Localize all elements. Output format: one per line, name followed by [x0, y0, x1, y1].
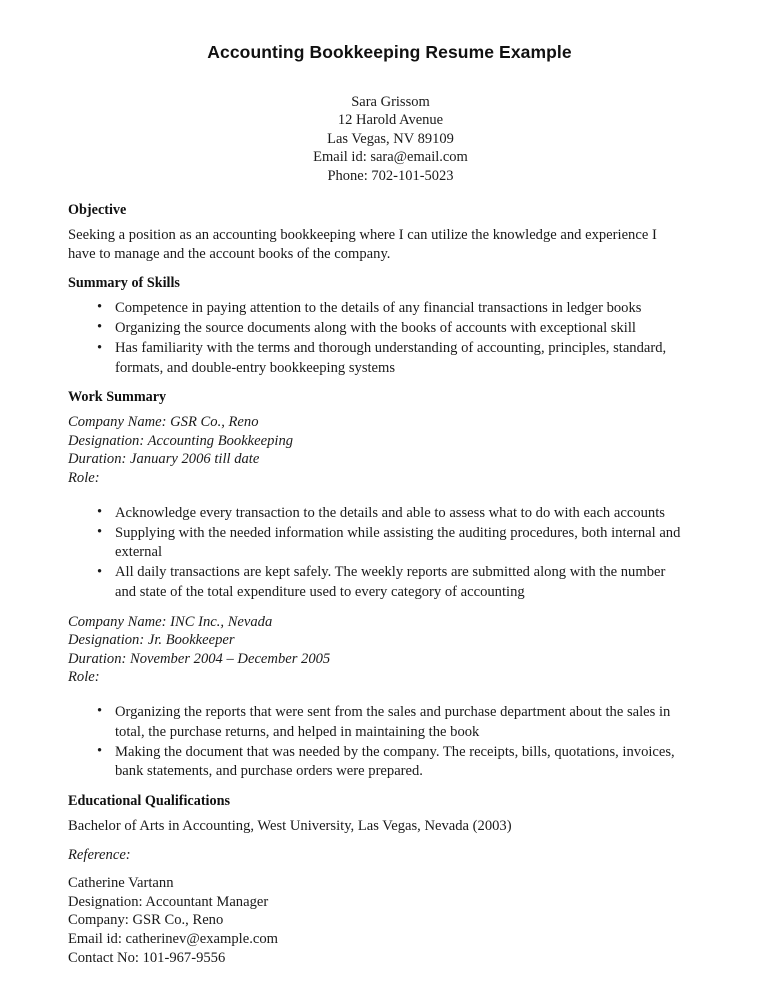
job-role-label: Role:: [68, 470, 100, 486]
contact-block: [68, 93, 683, 185]
candidate-name: Sara Grissom: [351, 94, 430, 110]
candidate-city-state-zip: Las Vegas, NV 89109: [327, 130, 454, 147]
bullet-icon: •: [97, 339, 103, 356]
candidate-email: Email id: sara@email.com: [313, 149, 468, 166]
list-item: [68, 504, 683, 524]
list-item-text: Organizing the source documents along with the books of accounts with exceptional skill: [115, 319, 636, 336]
section-heading-summary-of-skills: Summary of Skills: [68, 274, 180, 291]
job-company: Company Name: INC Inc., Nevada: [68, 613, 273, 630]
list-item: [68, 299, 683, 319]
bullet-icon: •: [97, 563, 103, 580]
list-item-text: Has familiarity with the terms and thorough understanding of accounting, principles, standard, formats, and double-entry bookkeeping systems: [115, 340, 667, 376]
reference-block: [68, 874, 683, 967]
list-item-text: Making the document that was needed by the company. The receipts, bills, quotations, invoices, bank statements, and purchase orders were prepared.: [115, 743, 675, 780]
reference-email: Email id: catherinev@example.com: [68, 931, 278, 947]
education-degree-line: Bachelor of Arts in Accounting, West University, Las Vegas, Nevada (2003): [68, 817, 512, 834]
job-duration: Duration: January 2006 till date: [68, 451, 260, 468]
bullet-icon: •: [97, 504, 103, 521]
list-item: [68, 703, 683, 742]
job-entry: [68, 613, 683, 687]
reference-name: Catherine Vartann: [68, 875, 174, 892]
list-item: [68, 563, 683, 602]
reference-label: Reference:: [68, 847, 131, 864]
bullet-icon: •: [97, 299, 103, 316]
objective-text: Seeking a position as an accounting bookkeeping where I can utilize the knowledge and experience I have to manage and the account books of the company.: [68, 227, 657, 263]
list-item: [68, 743, 683, 782]
candidate-address: 12 Harold Avenue: [337, 112, 444, 129]
spacer: [68, 696, 683, 703]
bullet-icon: •: [97, 743, 103, 760]
page-title: Accounting Bookkeeping Resume Example: [207, 42, 572, 62]
list-item-text: Competence in paying attention to the details of any financial transactions in ledger books: [115, 299, 642, 316]
job-designation: Designation: Jr. Bookkeeper: [68, 632, 235, 649]
job-responsibilities-list: [68, 504, 683, 603]
list-item-text: Supplying with the needed information while assisting the auditing procedures, both internal and external: [115, 524, 681, 561]
bullet-icon: •: [97, 703, 103, 720]
bullet-icon: •: [97, 524, 103, 541]
section-heading-objective: Objective: [68, 202, 127, 219]
job-company: Company Name: GSR Co., Reno: [68, 414, 259, 431]
list-item-text: Organizing the reports that were sent from the sales and purchase department about the sales in total, the purchase returns, and helped in maintaining the book: [115, 703, 671, 740]
job-responsibilities-list: [68, 703, 683, 782]
job-role-label: Role:: [68, 669, 100, 686]
reference-designation: Designation: Accountant Manager: [68, 893, 269, 910]
candidate-phone: Phone: 702-101-5023: [327, 167, 454, 184]
skills-list: [68, 299, 683, 378]
list-item: [68, 524, 683, 563]
bullet-icon: •: [97, 319, 103, 336]
spacer: [68, 497, 683, 504]
reference-company: Company: GSR Co., Reno: [68, 912, 224, 929]
job-entry: [68, 413, 683, 487]
job-designation: Designation: Accounting Bookkeeping: [68, 432, 294, 449]
list-item-text: All daily transactions are kept safely. The weekly reports are submitted along with the number and state of the total expenditure used to every category of accounting: [115, 564, 666, 600]
reference-contact-no: Contact No: 101-967-9556: [68, 949, 226, 966]
section-heading-educational-qualifications: Educational Qualifications: [68, 792, 230, 809]
list-item: [68, 319, 683, 339]
list-item: [68, 339, 683, 378]
section-heading-work-summary: Work Summary: [68, 389, 167, 406]
list-item-text: Acknowledge every transaction to the details and able to assess what to do with each accounts: [115, 504, 665, 521]
job-duration: Duration: November 2004 – December 2005: [68, 650, 331, 667]
